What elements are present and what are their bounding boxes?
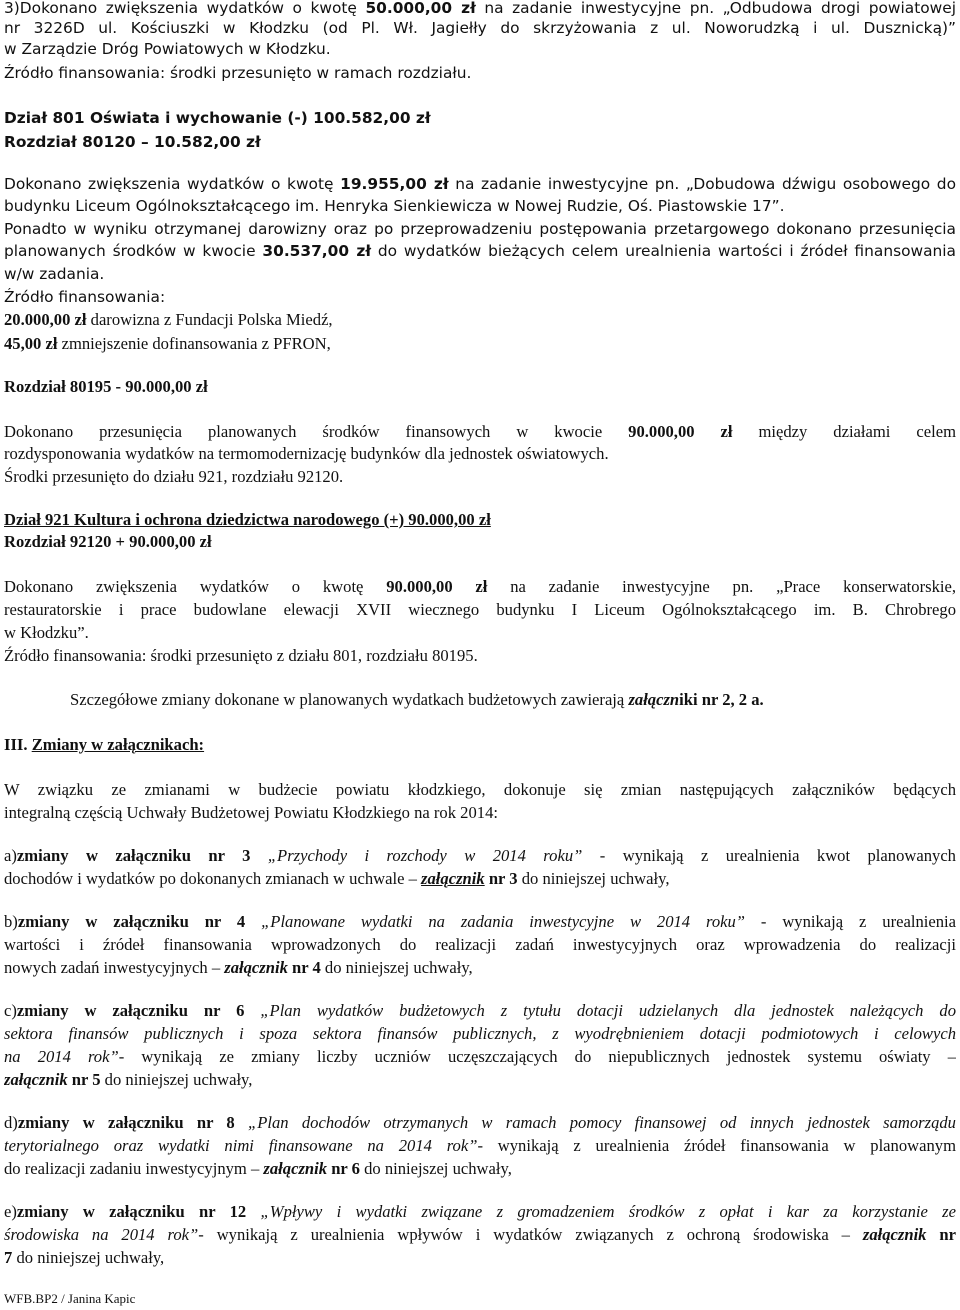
subsection-heading: Rozdział 80195 - 90.000,00 zł (4, 377, 208, 396)
section-heading: III. Zmiany w załącznikach: (4, 735, 205, 754)
paragraph-line: Dokonano zwiększenia wydatków o kwotę 19.955,00 zł na zadanie inwestycyjne pn. „Dobudowa dźwigu osobowego do (4, 175, 956, 193)
paragraph-line: nr 3226D ul. Kościuszki w Kłodzku (od Pl. Wł. Jagiełły do skrzyżowania z ul. Noworudzką i ul. Dusznicką)” (4, 19, 956, 37)
paragraph-line: Źródło finansowania: środki przesunięto w ramach rozdziału. (4, 64, 472, 82)
paragraph-line: restauratorskie i prace budowlane elewacji XVII wiecznego budynku I Liceum Ogólnokształcącego im. B. Chrobrego (4, 600, 956, 619)
list-item-line: dochodów i wydatków po dokonanych zmianach w uchwale – załącznik nr 3 do niniejszej uchwały, (4, 869, 670, 888)
paragraph-line: integralną częścią Uchwały Budżetowej Powiatu Kłodzkiego na rok 2014: (4, 803, 498, 822)
subsection-heading: Rozdział 92120 + 90.000,00 zł (4, 532, 212, 551)
paragraph-line: Ponadto w wyniku otrzymanej darowizny oraz po przeprowadzeniu postępowania przetargowego dokonano przesunięcia (4, 220, 956, 238)
paragraph-line: rozdysponowania wydatków na termomodernizację budynków dla jednostek oświatowych. (4, 444, 609, 463)
paragraph-line: 20.000,00 zł darowizna z Fundacji Polska Miedź, (4, 310, 333, 329)
list-item: d)zmiany w załączniku nr 8 „Plan dochodów otrzymanych w ramach pomocy finansowej od innych jednostek samorządu (4, 1113, 956, 1132)
paragraph-line: w Kłodzku”. (4, 623, 89, 642)
section-heading: Dział 801 Oświata i wychowanie (-) 100.582,00 zł (4, 109, 431, 127)
section-heading: Dział 921 Kultura i ochrona dziedzictwa narodowego (+) 90.000,00 zł (4, 510, 491, 529)
list-item-line: wartości i źródeł finansowania wprowadzonych do realizacji zadań inwestycyjnych oraz wprowadzenia do realizacji (4, 935, 956, 954)
list-item: a)zmiany w załączniku nr 3 „Przychody i rozchody w 2014 roku” - wynikają z urealnienia kwot planowanych (4, 846, 956, 865)
summary-line: Szczegółowe zmiany dokonane w planowanych wydatkach budżetowych zawierają załączniki nr 2, 2 a. (70, 690, 764, 709)
paragraph-line: 3)Dokonano zwiększenia wydatków o kwotę 50.000,00 zł na zadanie inwestycyjne pn. „Odbudowa drogi powiatowej (4, 0, 956, 17)
list-item-line: środowiska na 2014 rok”- wynikają z urealnienia wpływów i wydatków związanych z ochroną środowiska – załącznik nr (4, 1225, 956, 1244)
paragraph-line: w Zarządzie Dróg Powiatowych w Kłodzku. (4, 40, 331, 58)
paragraph-line: Źródło finansowania: środki przesunięto z działu 801, rozdziału 80195. (4, 646, 478, 665)
paragraph-line: 45,00 zł zmniejszenie dofinansowania z PFRON, (4, 334, 331, 353)
list-item-line: terytorialnego oraz wydatki nimi finansowane na 2014 rok”- wynikają z urealnienia źródeł finansowania w planowanym (4, 1136, 956, 1155)
paragraph-line: Źródło finansowania: (4, 288, 166, 306)
list-item: b)zmiany w załączniku nr 4 „Planowane wydatki na zadania inwestycyjne w 2014 roku” - wynikają z urealnienia (4, 912, 956, 931)
paragraph-line: planowanych środków w kwocie 30.537,00 zł do wydatków bieżących celem urealnienia wartości i źródeł finansowania (4, 242, 956, 260)
list-item-line: nowych zadań inwestycyjnych – załącznik nr 4 do niniejszej uchwały, (4, 958, 473, 977)
list-item: c)zmiany w załączniku nr 6 „Plan wydatków budżetowych z tytułu dotacji udzielanych dla jednostek należących do (4, 1001, 956, 1020)
list-item: e)zmiany w załączniku nr 12 „Wpływy i wydatki związane z gromadzeniem środków z opłat i kar za korzystanie ze (4, 1202, 956, 1221)
paragraph-line: Dokonano zwiększenia wydatków o kwotę 90.000,00 zł na zadanie inwestycyjne pn. „Prace konserwatorskie, (4, 577, 956, 596)
paragraph-line: Środki przesunięto do działu 921, rozdziału 92120. (4, 467, 344, 486)
paragraph-line: W związku ze zmianami w budżecie powiatu kłodzkiego, dokonuje się zmian następujących załączników będących (4, 780, 956, 799)
list-item-line: załącznik nr 5 do niniejszej uchwały, (4, 1070, 253, 1089)
paragraph-line: budynku Liceum Ogólnokształcącego im. Henryka Sienkiewicza w Nowej Rudzie, Oś. Piastowskie 17”. (4, 197, 785, 215)
footer-author: WFB.BP2 / Janina Kapic (4, 1291, 136, 1306)
list-item-line: sektora finansów publicznych i spoza sektora finansów publicznych, z wyodrębnieniem dotacji podmiotowych i celowych (4, 1024, 956, 1043)
list-item-line: 7 do niniejszej uchwały, (4, 1248, 165, 1267)
list-item-line: do realizacji zadaniu inwestycyjnym – załącznik nr 6 do niniejszej uchwały, (4, 1159, 512, 1178)
paragraph-line: Dokonano przesunięcia planowanych środków finansowych w kwocie 90.000,00 zł między działami celem (4, 422, 956, 441)
list-item-line: na 2014 rok”- wynikają ze zmiany liczby uczniów uczęszczających do niepublicznych jednostek systemu oświaty – (4, 1047, 956, 1066)
subsection-heading: Rozdział 80120 – 10.582,00 zł (4, 133, 261, 151)
paragraph-line: w/w zadania. (4, 265, 105, 283)
